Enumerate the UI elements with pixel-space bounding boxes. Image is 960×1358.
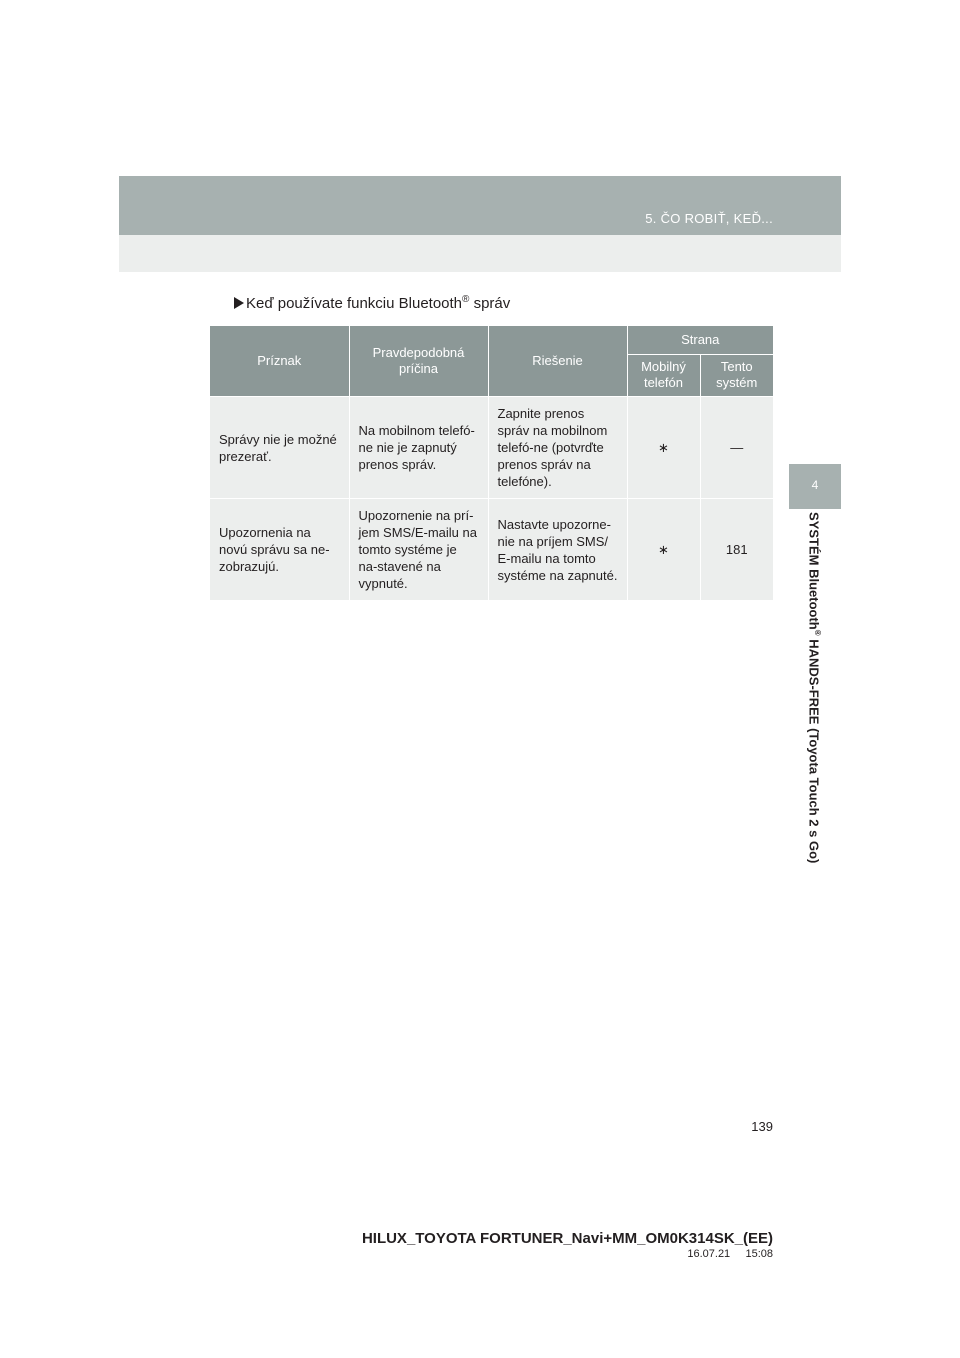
header-sub-band (119, 235, 841, 272)
chapter-tab (789, 464, 841, 509)
section-title-text: Keď používate funkciu Bluetooth (246, 295, 463, 312)
header-cause: Pravdepodobná príčina (349, 326, 488, 397)
document-id: HILUX_TOYOTA FORTUNER_Navi+MM_OM0K314SK_(EE) (361, 1230, 773, 1247)
cell-phone: ∗ (627, 397, 700, 499)
cell-solution: Nastavte upozorne-nie na príjem SMS/ E-mailu na tomto systéme na zapnuté. (488, 499, 627, 601)
cell-phone: ∗ (627, 499, 700, 601)
registered-mark: ® (813, 629, 822, 636)
document-date: 16.07.21 15:08 (687, 1248, 773, 1260)
cell-symptom: Správy nie je možné prezerať. (210, 397, 349, 499)
registered-mark: ® (462, 294, 470, 305)
table-row (210, 397, 773, 499)
header-band (119, 176, 841, 235)
header-system: Tento systém (700, 354, 773, 396)
cell-system: — (700, 397, 773, 499)
cell-system: 181 (700, 499, 773, 601)
header-solution: Riešenie (488, 326, 627, 397)
section-title-text-end: správ (469, 295, 511, 312)
cell-cause: Na mobilnom telefó-ne nie je zapnutý prenos správ. (349, 397, 488, 499)
page-number: 139 (751, 1119, 773, 1134)
table-row (210, 499, 773, 601)
cell-solution: Zapnite prenos správ na mobilnom telefó-ne (potvrďte prenos správ na telefóne). (488, 397, 627, 499)
chapter-number: 4 (811, 478, 819, 492)
cell-symptom: Upozornenia na novú správu sa ne-zobrazujú. (210, 499, 349, 601)
side-title-text-end: HANDS-FREE (Toyota Touch 2 s Go) (806, 635, 822, 864)
header-symptom: Príznak (210, 326, 349, 397)
troubleshooting-table (210, 326, 773, 601)
chapter-title: 5. ČO ROBIŤ, KEĎ... (645, 211, 773, 226)
triangle-bullet-icon (234, 297, 244, 309)
chapter-side-title (807, 512, 822, 863)
section-title (234, 294, 510, 312)
cell-cause: Upozornenie na prí-jem SMS/E-mailu na tomto systéme je na-stavené na vypnuté. (349, 499, 488, 601)
side-title-text: SYSTÉM Bluetooth (806, 512, 822, 630)
header-page: Strana (627, 326, 773, 354)
header-phone: Mobilný telefón (627, 354, 700, 396)
